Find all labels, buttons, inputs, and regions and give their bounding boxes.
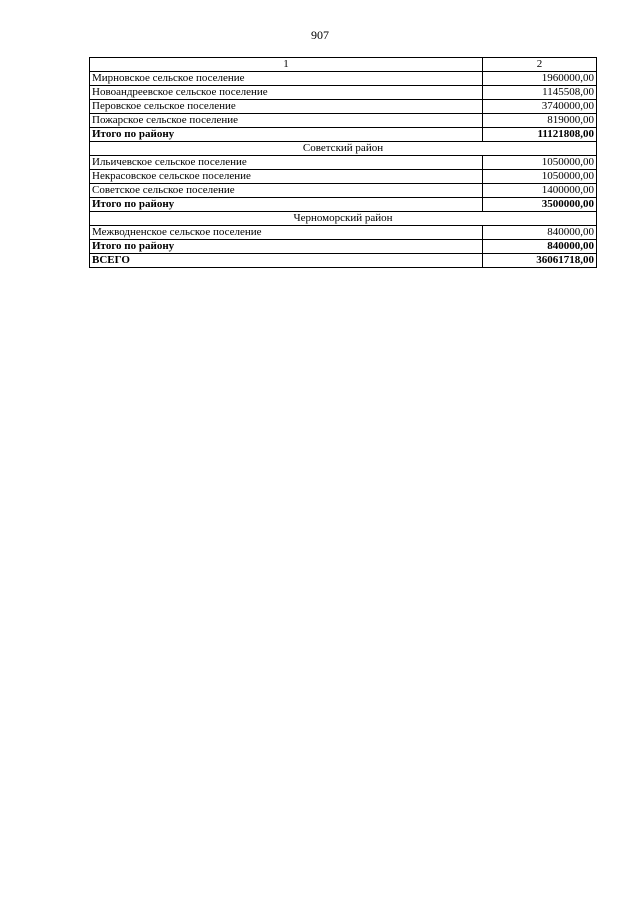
settlement-name: Перовское сельское поселение xyxy=(90,100,483,114)
district-total-amount: 3500000,00 xyxy=(482,198,596,212)
district-total-row xyxy=(90,198,597,212)
amount-cell: 1050000,00 xyxy=(482,170,596,184)
amount-cell: 1145508,00 xyxy=(482,86,596,100)
budget-table-body xyxy=(90,58,597,268)
district-total-label: Итого по району xyxy=(90,198,483,212)
amount-cell: 1960000,00 xyxy=(482,72,596,86)
table-row xyxy=(90,114,597,128)
settlement-name: Ильичевское сельское поселение xyxy=(90,156,483,170)
table-row xyxy=(90,72,597,86)
district-total-amount: 11121808,00 xyxy=(482,128,596,142)
district-total-label: Итого по району xyxy=(90,128,483,142)
column-header-1: 1 xyxy=(90,58,483,72)
district-heading: Черноморский район xyxy=(90,212,597,226)
table-row xyxy=(90,86,597,100)
settlement-name: Новоандреевское сельское поселение xyxy=(90,86,483,100)
amount-cell: 840000,00 xyxy=(482,226,596,240)
settlement-name: Пожарское сельское поселение xyxy=(90,114,483,128)
district-total-label: Итого по району xyxy=(90,240,483,254)
table-header-row xyxy=(90,58,597,72)
settlement-name: Советское сельское поселение xyxy=(90,184,483,198)
settlement-name: Мирновское сельское поселение xyxy=(90,72,483,86)
amount-cell: 3740000,00 xyxy=(482,100,596,114)
page-number: 907 xyxy=(311,28,329,42)
district-total-row xyxy=(90,240,597,254)
grand-total-row xyxy=(90,254,597,268)
district-heading: Советский район xyxy=(90,142,597,156)
amount-cell: 819000,00 xyxy=(482,114,596,128)
settlement-name: Некрасовское сельское поселение xyxy=(90,170,483,184)
district-section-row xyxy=(90,212,597,226)
table-row xyxy=(90,170,597,184)
settlement-name: Межводненское сельское поселение xyxy=(90,226,483,240)
amount-cell: 1400000,00 xyxy=(482,184,596,198)
district-section-row xyxy=(90,142,597,156)
table-row xyxy=(90,156,597,170)
district-total-row xyxy=(90,128,597,142)
amount-cell: 1050000,00 xyxy=(482,156,596,170)
column-header-2: 2 xyxy=(482,58,596,72)
budget-table xyxy=(89,57,597,268)
table-row xyxy=(90,226,597,240)
table-row xyxy=(90,184,597,198)
district-total-amount: 840000,00 xyxy=(482,240,596,254)
table-row xyxy=(90,100,597,114)
grand-total-amount: 36061718,00 xyxy=(482,254,596,268)
grand-total-label: ВСЕГО xyxy=(90,254,483,268)
